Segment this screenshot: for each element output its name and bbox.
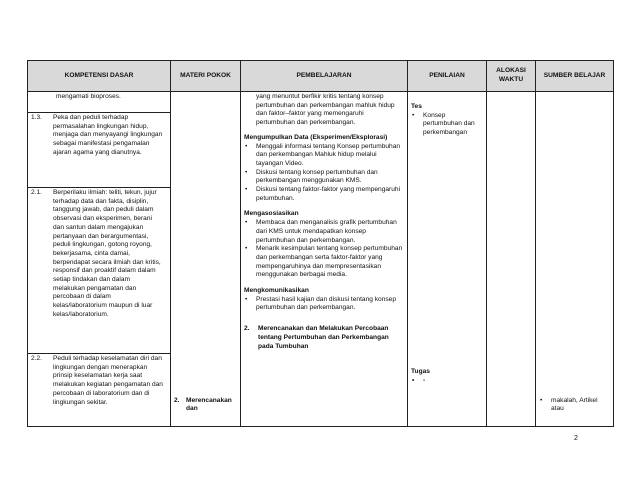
- table-header-row: [28, 61, 614, 92]
- kd-continued-text: mengamati bioproses.: [56, 93, 121, 100]
- tes-label: Tes: [411, 103, 422, 110]
- list-item: • Diskusi tentang faktor-faktor yang mempengaruhi petumbuhan.: [244, 186, 404, 203]
- kd-text: Peka dan peduli terhadap permasalahan lingkungan hidup, menjaga dan menyayangi lingkungan sebagai manifestasi pengamalan ajaran agama yang dianutnya.: [53, 114, 163, 156]
- next-activity-number: 2.: [244, 325, 250, 333]
- kd-item: [31, 189, 167, 320]
- list-item: • Menggali informasi tentang Konsep pertumbuhan dan perkembangan Mahluk hidup melalui tayangan Video.: [244, 143, 404, 169]
- list-item: • -: [411, 377, 483, 386]
- materi-item: [174, 397, 237, 414]
- kd-cell: [28, 188, 171, 354]
- kd-item: [31, 114, 167, 158]
- syllabus-table: [27, 60, 614, 427]
- kd-number: 2.2.: [31, 355, 42, 362]
- next-activity: [244, 325, 404, 351]
- kd-text: Peduli terhadap keselamatan diri dan lingkungan dengan menerapkan prinsip keselamatan kerja saat melakukan kegiatan pengamatan dan percobaan di laboratorium dan di lingkungan sekitar.: [53, 355, 163, 406]
- section-list-eksperimen: [244, 143, 404, 204]
- list-item: • Menarik kesimpulan tentang konsep pertumbuhan dan perkembangan serta faktor-faktor yang mempengaruhinya dan mempresentasikan menggunakan berbagai media.: [244, 245, 404, 280]
- section-title-mengkomunikasikan: Mengkomunikasikan: [244, 287, 309, 295]
- kd-item: [31, 355, 167, 407]
- penilaian-cell: [408, 92, 487, 427]
- sumber-list: [539, 397, 610, 414]
- pembelajaran-cell: [241, 92, 408, 427]
- page-number: 2: [574, 435, 578, 442]
- tugas-label: Tugas: [411, 367, 430, 375]
- materi-text: Merencanakan dan: [186, 396, 232, 413]
- section-title-eksperimen: Mengumpulkan Data (Eksperimen/Eksplorasi): [244, 133, 388, 141]
- kd-cell: [28, 354, 171, 427]
- kd-continued-cell: [28, 92, 171, 113]
- section-list-mengkomunikasikan: [244, 296, 404, 313]
- alokasi-cell: [487, 92, 536, 427]
- header-pembelajaran: PEMBELAJARAN: [241, 61, 408, 92]
- pembelajaran-intro: yang menuntut berfikir kritis tentang konsep pertumbuhan dan perkembangan mahluk hidup dan faktor–faktor yang memengaruhi pertumbuhan dan perkembangan.: [256, 93, 395, 127]
- materi-number: 2.: [174, 396, 180, 404]
- kd-cell: [28, 113, 171, 188]
- section-list-mengasosiasikan: [244, 219, 404, 280]
- materi-cell: [171, 92, 241, 427]
- section-title-mengasosiasikan: Mengasosiasikan: [244, 210, 299, 218]
- list-item: • Membaca dan menganalisis grafik pertumbuhan dari KMS untuk mendapatkan konsep pertumbuhan dan perkembangan.: [244, 219, 404, 245]
- next-activity-title: Merencanakan dan Melakukan Percobaan tentang Pertumbuhan dan Perkembangan pada Tumbuhan: [258, 325, 389, 350]
- list-item: • makalah, Artikel atau: [539, 397, 610, 414]
- kd-number: 2.1.: [31, 189, 42, 196]
- kd-text: Berperilaku ilmiah: teliti, tekun, jujur terhadap data dan fakta, disiplin, tanggung jawab, dan peduli dalam observasi dan eksperimen, berani dan santun dalam mengajukan pertanyaan dan berargumentasi, peduli lingkungan, gotong royong, bekerjasama, cinta damai, berpendapat secara ilmiah dan kritis, responsif dan proaktif dalam dalam setiap tindakan dan dalam melakukan pengamatan dan percobaan di dalam kelas/laboratorium maupun di luar kelas/laboratorium.: [53, 189, 161, 318]
- header-materi-pokok: MATERI POKOK: [171, 61, 241, 92]
- header-penilaian: PENILAIAN: [408, 61, 487, 92]
- list-item: • Diskusi tentang konsep pertumbuhan dan perkembangan menggunakan KMS.: [244, 169, 404, 186]
- list-item: • Prestasi hasil kajian dan diskusi tentang konsep pertumbuhan dan perkembangan.: [244, 296, 404, 313]
- list-item: • Konsep pertumbuhan dan perkembangan: [411, 112, 483, 138]
- table-row: [28, 92, 614, 113]
- tugas-list: [411, 377, 483, 386]
- tes-list: [411, 112, 483, 138]
- kd-number: 1.3.: [31, 114, 42, 121]
- header-sumber-belajar: SUMBER BELAJAR: [536, 61, 614, 92]
- header-kompetensi-dasar: KOMPETENSI DASAR: [28, 61, 171, 92]
- sumber-cell: [536, 92, 614, 427]
- header-alokasi-waktu: ALOKASI WAKTU: [487, 61, 536, 92]
